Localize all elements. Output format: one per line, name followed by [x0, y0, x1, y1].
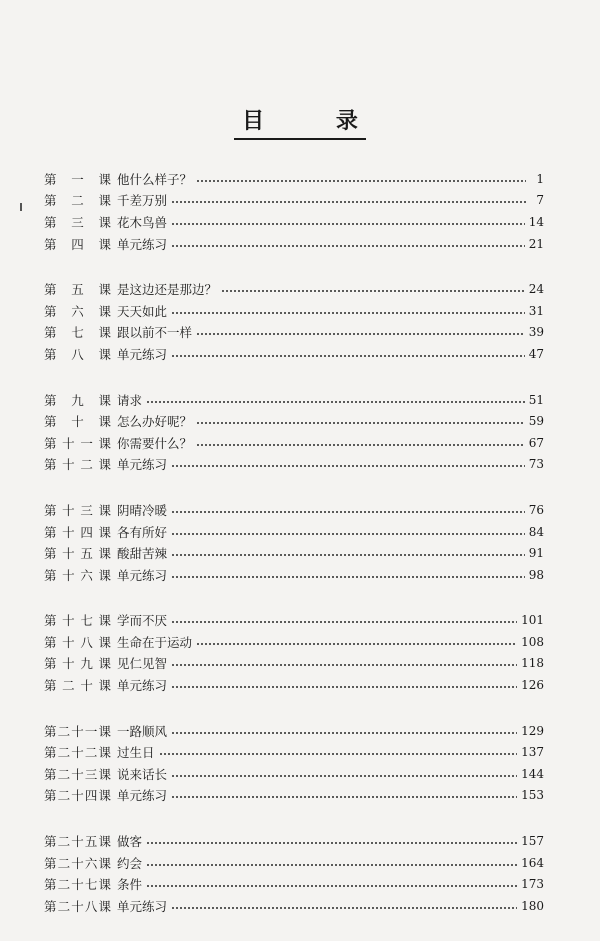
lesson-number-char: 十: [62, 524, 75, 540]
lesson-number-char: 第: [44, 414, 57, 430]
lesson-number-char: 四: [80, 524, 93, 540]
toc-entry[interactable]: [44, 521, 544, 543]
toc-entry[interactable]: [44, 322, 544, 344]
lesson-title: 单元练习: [117, 236, 168, 252]
page-number: 180: [521, 898, 544, 913]
lesson-number: [44, 566, 117, 584]
dot-leader: [171, 533, 525, 535]
toc-entry[interactable]: [44, 785, 544, 807]
lesson-number: [44, 345, 117, 363]
page-number: 101: [521, 613, 544, 628]
lesson-number: [44, 191, 117, 209]
lesson-number-char: 第: [44, 855, 57, 871]
lesson-number-char: 第: [44, 435, 57, 451]
lesson-title: 约会: [117, 855, 143, 871]
lesson-number-char: 课: [98, 457, 111, 473]
lesson-number-char: 一: [84, 723, 98, 739]
lesson-number-char: 课: [98, 855, 111, 871]
page-number: 153: [521, 788, 544, 803]
lesson-number: [44, 235, 117, 253]
lesson-title: 单元练习: [117, 567, 168, 583]
lesson-number-char: 第: [44, 834, 57, 850]
lesson-title: 说来话长: [117, 766, 168, 782]
lesson-number-char: 十: [71, 745, 84, 761]
lesson-title: 单元练习: [117, 346, 168, 362]
lesson-number-char: 九: [71, 392, 84, 408]
lesson-number-char: 课: [98, 613, 111, 629]
dot-leader: [159, 753, 518, 755]
page-number: 51: [528, 392, 544, 407]
lesson-number-char: 十: [62, 567, 75, 583]
lesson-number: [44, 501, 117, 519]
lesson-number-char: 十: [71, 898, 84, 914]
lesson-title: 单元练习: [117, 457, 168, 473]
page-number: 137: [521, 745, 544, 760]
lesson-number-char: 三: [80, 502, 93, 518]
lesson-number-char: 二: [57, 855, 71, 871]
lesson-number-char: 十: [71, 834, 84, 850]
toc-entry[interactable]: [44, 895, 544, 917]
page-number: 47: [528, 346, 544, 361]
lesson-number-char: 第: [44, 457, 57, 473]
lesson-number-char: 课: [98, 325, 111, 341]
lesson-number-char: 第: [44, 656, 57, 672]
lesson-number-char: 一: [71, 171, 84, 187]
lesson-number-char: 第: [44, 877, 57, 893]
lesson-number-char: 课: [98, 502, 111, 518]
scan-mark: [20, 203, 22, 211]
lesson-number: [44, 875, 117, 893]
lesson-title: 各有所好: [117, 524, 168, 540]
lesson-number-char: 第: [44, 678, 57, 694]
toc-entry[interactable]: [44, 410, 544, 432]
lesson-title: 单元练习: [117, 678, 168, 694]
lesson-number-char: 十: [62, 435, 75, 451]
dot-leader: [196, 333, 525, 335]
toc-entry[interactable]: [44, 454, 544, 476]
page-number: 59: [528, 414, 544, 429]
toc-entry[interactable]: [44, 168, 544, 190]
lesson-number-char: 课: [98, 834, 111, 850]
lesson-number-char: 十: [62, 656, 75, 672]
lesson-title: 条件: [117, 877, 143, 893]
lesson-number-char: 二: [57, 723, 71, 739]
dot-leader: [171, 312, 525, 314]
dot-leader: [171, 907, 517, 909]
lesson-number-char: 二: [84, 745, 98, 761]
lesson-title: 单元练习: [117, 788, 168, 804]
lesson-number-char: 三: [84, 766, 98, 782]
dot-leader: [196, 422, 525, 424]
lesson-number: [44, 722, 117, 740]
dot-leader: [196, 180, 526, 182]
lesson-number-char: 七: [84, 877, 98, 893]
lesson-number-char: 课: [98, 171, 111, 187]
lesson-number-char: 九: [80, 656, 93, 672]
page-number: 98: [528, 567, 544, 582]
lesson-title: 你需要什么？: [117, 435, 193, 451]
page-number: 126: [521, 678, 544, 693]
lesson-number-char: 十: [62, 546, 75, 562]
toc-entry[interactable]: [44, 499, 544, 521]
lesson-title: 他什么样子？: [117, 171, 193, 187]
lesson-number-char: 课: [98, 414, 111, 430]
lesson-number-char: 第: [44, 567, 57, 583]
toc-entry[interactable]: [44, 741, 544, 763]
lesson-number-char: 课: [98, 236, 111, 252]
lesson-title: 酸甜苦辣: [117, 546, 168, 562]
page-number: 76: [528, 502, 544, 517]
lesson-number: [44, 412, 117, 430]
lesson-number: [44, 854, 117, 872]
lesson-number-char: 第: [44, 392, 57, 408]
dot-leader: [171, 576, 525, 578]
lesson-title: 阴晴冷暖: [117, 502, 168, 518]
lesson-title: 过生日: [117, 745, 155, 761]
dot-leader: [146, 401, 525, 403]
page-number: 84: [528, 524, 544, 539]
lesson-number-char: 课: [98, 546, 111, 562]
lesson-number-char: 十: [62, 457, 75, 473]
toc-entry[interactable]: [44, 852, 544, 874]
lesson-number-char: 课: [98, 346, 111, 362]
lesson-number-char: 八: [71, 346, 84, 362]
lesson-number: [44, 455, 117, 473]
toc-entry[interactable]: [44, 610, 544, 632]
lesson-number-char: 课: [98, 303, 111, 319]
page-number: 157: [521, 834, 544, 849]
lesson-number-char: 五: [80, 546, 93, 562]
lesson-number-char: 十: [62, 613, 75, 629]
lesson-number-char: 第: [44, 236, 57, 252]
lesson-number-char: 第: [44, 524, 57, 540]
lesson-number-char: 十: [71, 723, 84, 739]
lesson-number-char: 课: [98, 214, 111, 230]
dot-leader: [171, 732, 517, 734]
lesson-number-char: 十: [71, 766, 84, 782]
page-number: 67: [528, 435, 544, 450]
page-number: 173: [521, 877, 544, 892]
lesson-number-char: 一: [80, 435, 93, 451]
dot-leader: [171, 775, 517, 777]
lesson-number-char: 第: [44, 193, 57, 209]
lesson-number: [44, 213, 117, 231]
dot-leader: [171, 664, 517, 666]
lesson-number-char: 八: [80, 634, 93, 650]
dot-leader: [171, 554, 525, 556]
toc-group: [44, 278, 544, 364]
lesson-number-char: 二: [57, 898, 71, 914]
toc-entry[interactable]: [44, 763, 544, 785]
lesson-number-char: 第: [44, 898, 57, 914]
lesson-number-char: 八: [84, 898, 98, 914]
lesson-number-char: 第: [44, 171, 57, 187]
lesson-number-char: 六: [71, 303, 84, 319]
lesson-number-char: 十: [80, 678, 93, 694]
toc-entry[interactable]: [44, 720, 544, 742]
lesson-number-char: 二: [80, 457, 93, 473]
page-number: 31: [528, 303, 544, 318]
toc-group: [44, 610, 544, 696]
lesson-number-char: 课: [98, 766, 111, 782]
toc-entry[interactable]: [44, 542, 544, 564]
page-number: 14: [528, 214, 544, 229]
lesson-number-char: 五: [84, 834, 98, 850]
toc-entry[interactable]: [44, 233, 544, 255]
lesson-number-char: 第: [44, 282, 57, 298]
toc-entry[interactable]: [44, 830, 544, 852]
toc-entry[interactable]: [44, 190, 544, 212]
lesson-title: 请求: [117, 392, 143, 408]
dot-leader: [171, 355, 525, 357]
lesson-title: 花木鸟兽: [117, 214, 168, 230]
page-number: 118: [521, 656, 544, 671]
page-number: 39: [528, 325, 544, 340]
lesson-number-char: 十: [62, 634, 75, 650]
lesson-number-char: 课: [98, 435, 111, 451]
page-number: 21: [528, 236, 544, 251]
page-number: 164: [521, 855, 544, 870]
page-number: 7: [536, 193, 544, 208]
lesson-title: 做客: [117, 834, 143, 850]
lesson-number-char: 七: [71, 325, 84, 341]
toc-entry[interactable]: [44, 631, 544, 653]
lesson-number-char: 二: [57, 788, 71, 804]
dot-leader: [171, 201, 526, 203]
lesson-number: [44, 743, 117, 761]
lesson-number-char: 第: [44, 346, 57, 362]
toc-entry[interactable]: [44, 211, 544, 233]
dot-leader: [171, 621, 517, 623]
lesson-number-char: 二: [57, 745, 71, 761]
lesson-number-char: 课: [98, 567, 111, 583]
lesson-number: [44, 786, 117, 804]
lesson-title: 天天如此: [117, 303, 168, 319]
toc-entry[interactable]: [44, 564, 544, 586]
lesson-number-char: 十: [71, 877, 84, 893]
lesson-number-char: 三: [71, 214, 84, 230]
lesson-number-char: 六: [80, 567, 93, 583]
dot-leader: [171, 245, 525, 247]
dot-leader: [171, 511, 525, 513]
toc-entry[interactable]: [44, 432, 544, 454]
lesson-number-char: 第: [44, 325, 57, 341]
lesson-title: 生命在于运动: [117, 634, 193, 650]
lesson-number: [44, 434, 117, 452]
lesson-number-char: 十: [71, 414, 84, 430]
lesson-number-char: 课: [98, 877, 111, 893]
lesson-number-char: 第: [44, 766, 57, 782]
page-number: 73: [528, 457, 544, 472]
lesson-number-char: 十: [71, 788, 84, 804]
lesson-number-char: 二: [57, 766, 71, 782]
lesson-number: [44, 676, 117, 694]
lesson-number: [44, 391, 117, 409]
lesson-title: 单元练习: [117, 898, 168, 914]
lesson-number-char: 二: [57, 877, 71, 893]
page-number: 24: [528, 282, 544, 297]
toc-entry[interactable]: [44, 389, 544, 411]
toc-entry[interactable]: [44, 674, 544, 696]
lesson-number-char: 课: [98, 788, 111, 804]
lesson-number: [44, 544, 117, 562]
lesson-number-char: 二: [57, 834, 71, 850]
dot-leader: [146, 885, 517, 887]
lesson-title: 怎么办好呢？: [117, 414, 193, 430]
lesson-number: [44, 832, 117, 850]
lesson-title: 跟以前不一样: [117, 325, 193, 341]
lesson-number: [44, 654, 117, 672]
lesson-number-char: 课: [98, 898, 111, 914]
lesson-number-char: 五: [71, 282, 84, 298]
toc-entry[interactable]: [44, 300, 544, 322]
lesson-number-char: 七: [80, 613, 93, 629]
lesson-title: 千差万别: [117, 193, 168, 209]
lesson-number-char: 课: [98, 392, 111, 408]
lesson-number-char: 课: [98, 524, 111, 540]
lesson-number-char: 课: [98, 745, 111, 761]
dot-leader: [196, 643, 517, 645]
lesson-number: [44, 611, 117, 629]
toc-entry[interactable]: [44, 873, 544, 895]
toc-group: [44, 830, 544, 916]
dot-leader: [196, 444, 525, 446]
lesson-number: [44, 323, 117, 341]
lesson-number: [44, 523, 117, 541]
dot-leader: [171, 223, 525, 225]
toc-entry[interactable]: [44, 343, 544, 365]
lesson-title: 是这边还是那边？: [117, 282, 218, 298]
toc-group: [44, 168, 544, 254]
lesson-title: 一路顺风: [117, 723, 168, 739]
lesson-number-char: 第: [44, 214, 57, 230]
lesson-number-char: 第: [44, 546, 57, 562]
lesson-number: [44, 280, 117, 298]
lesson-number-char: 四: [71, 236, 84, 252]
lesson-number: [44, 897, 117, 915]
page-title: 目 录: [242, 109, 390, 134]
toc-entry[interactable]: [44, 278, 544, 300]
lesson-number: [44, 302, 117, 320]
page-number: 129: [521, 723, 544, 738]
lesson-number: [44, 765, 117, 783]
lesson-number: [44, 170, 117, 188]
lesson-title: 见仁见智: [117, 656, 168, 672]
page-number: 1: [536, 171, 544, 186]
lesson-number-char: 课: [98, 193, 111, 209]
lesson-number-char: 二: [62, 678, 75, 694]
dot-leader: [171, 465, 525, 467]
dot-leader: [171, 796, 517, 798]
lesson-number-char: 第: [44, 613, 57, 629]
lesson-number-char: 课: [98, 282, 111, 298]
lesson-number-char: 课: [98, 723, 111, 739]
lesson-number-char: 课: [98, 656, 111, 672]
lesson-number-char: 第: [44, 634, 57, 650]
toc-group: [44, 720, 544, 806]
toc-group: [44, 499, 544, 585]
dot-leader: [146, 842, 517, 844]
toc-entry[interactable]: [44, 653, 544, 675]
lesson-number-char: 课: [98, 678, 111, 694]
page-number: 91: [528, 546, 544, 561]
page-number: 144: [521, 766, 544, 781]
lesson-number-char: 十: [62, 502, 75, 518]
lesson-number-char: 十: [71, 855, 84, 871]
dot-leader: [221, 290, 525, 292]
lesson-number-char: 第: [44, 502, 57, 518]
lesson-number-char: 第: [44, 303, 57, 319]
table-of-contents: [44, 168, 544, 941]
lesson-number-char: 第: [44, 723, 57, 739]
dot-leader: [146, 864, 517, 866]
lesson-number-char: 二: [71, 193, 84, 209]
toc-group: [44, 389, 544, 475]
title-underline: [234, 138, 366, 140]
dot-leader: [171, 686, 517, 688]
lesson-number-char: 第: [44, 788, 57, 804]
lesson-number-char: 课: [98, 634, 111, 650]
lesson-number: [44, 633, 117, 651]
page-number: 108: [521, 634, 544, 649]
lesson-number-char: 第: [44, 745, 57, 761]
lesson-number-char: 四: [84, 788, 98, 804]
lesson-number-char: 六: [84, 855, 98, 871]
lesson-title: 学而不厌: [117, 613, 168, 629]
